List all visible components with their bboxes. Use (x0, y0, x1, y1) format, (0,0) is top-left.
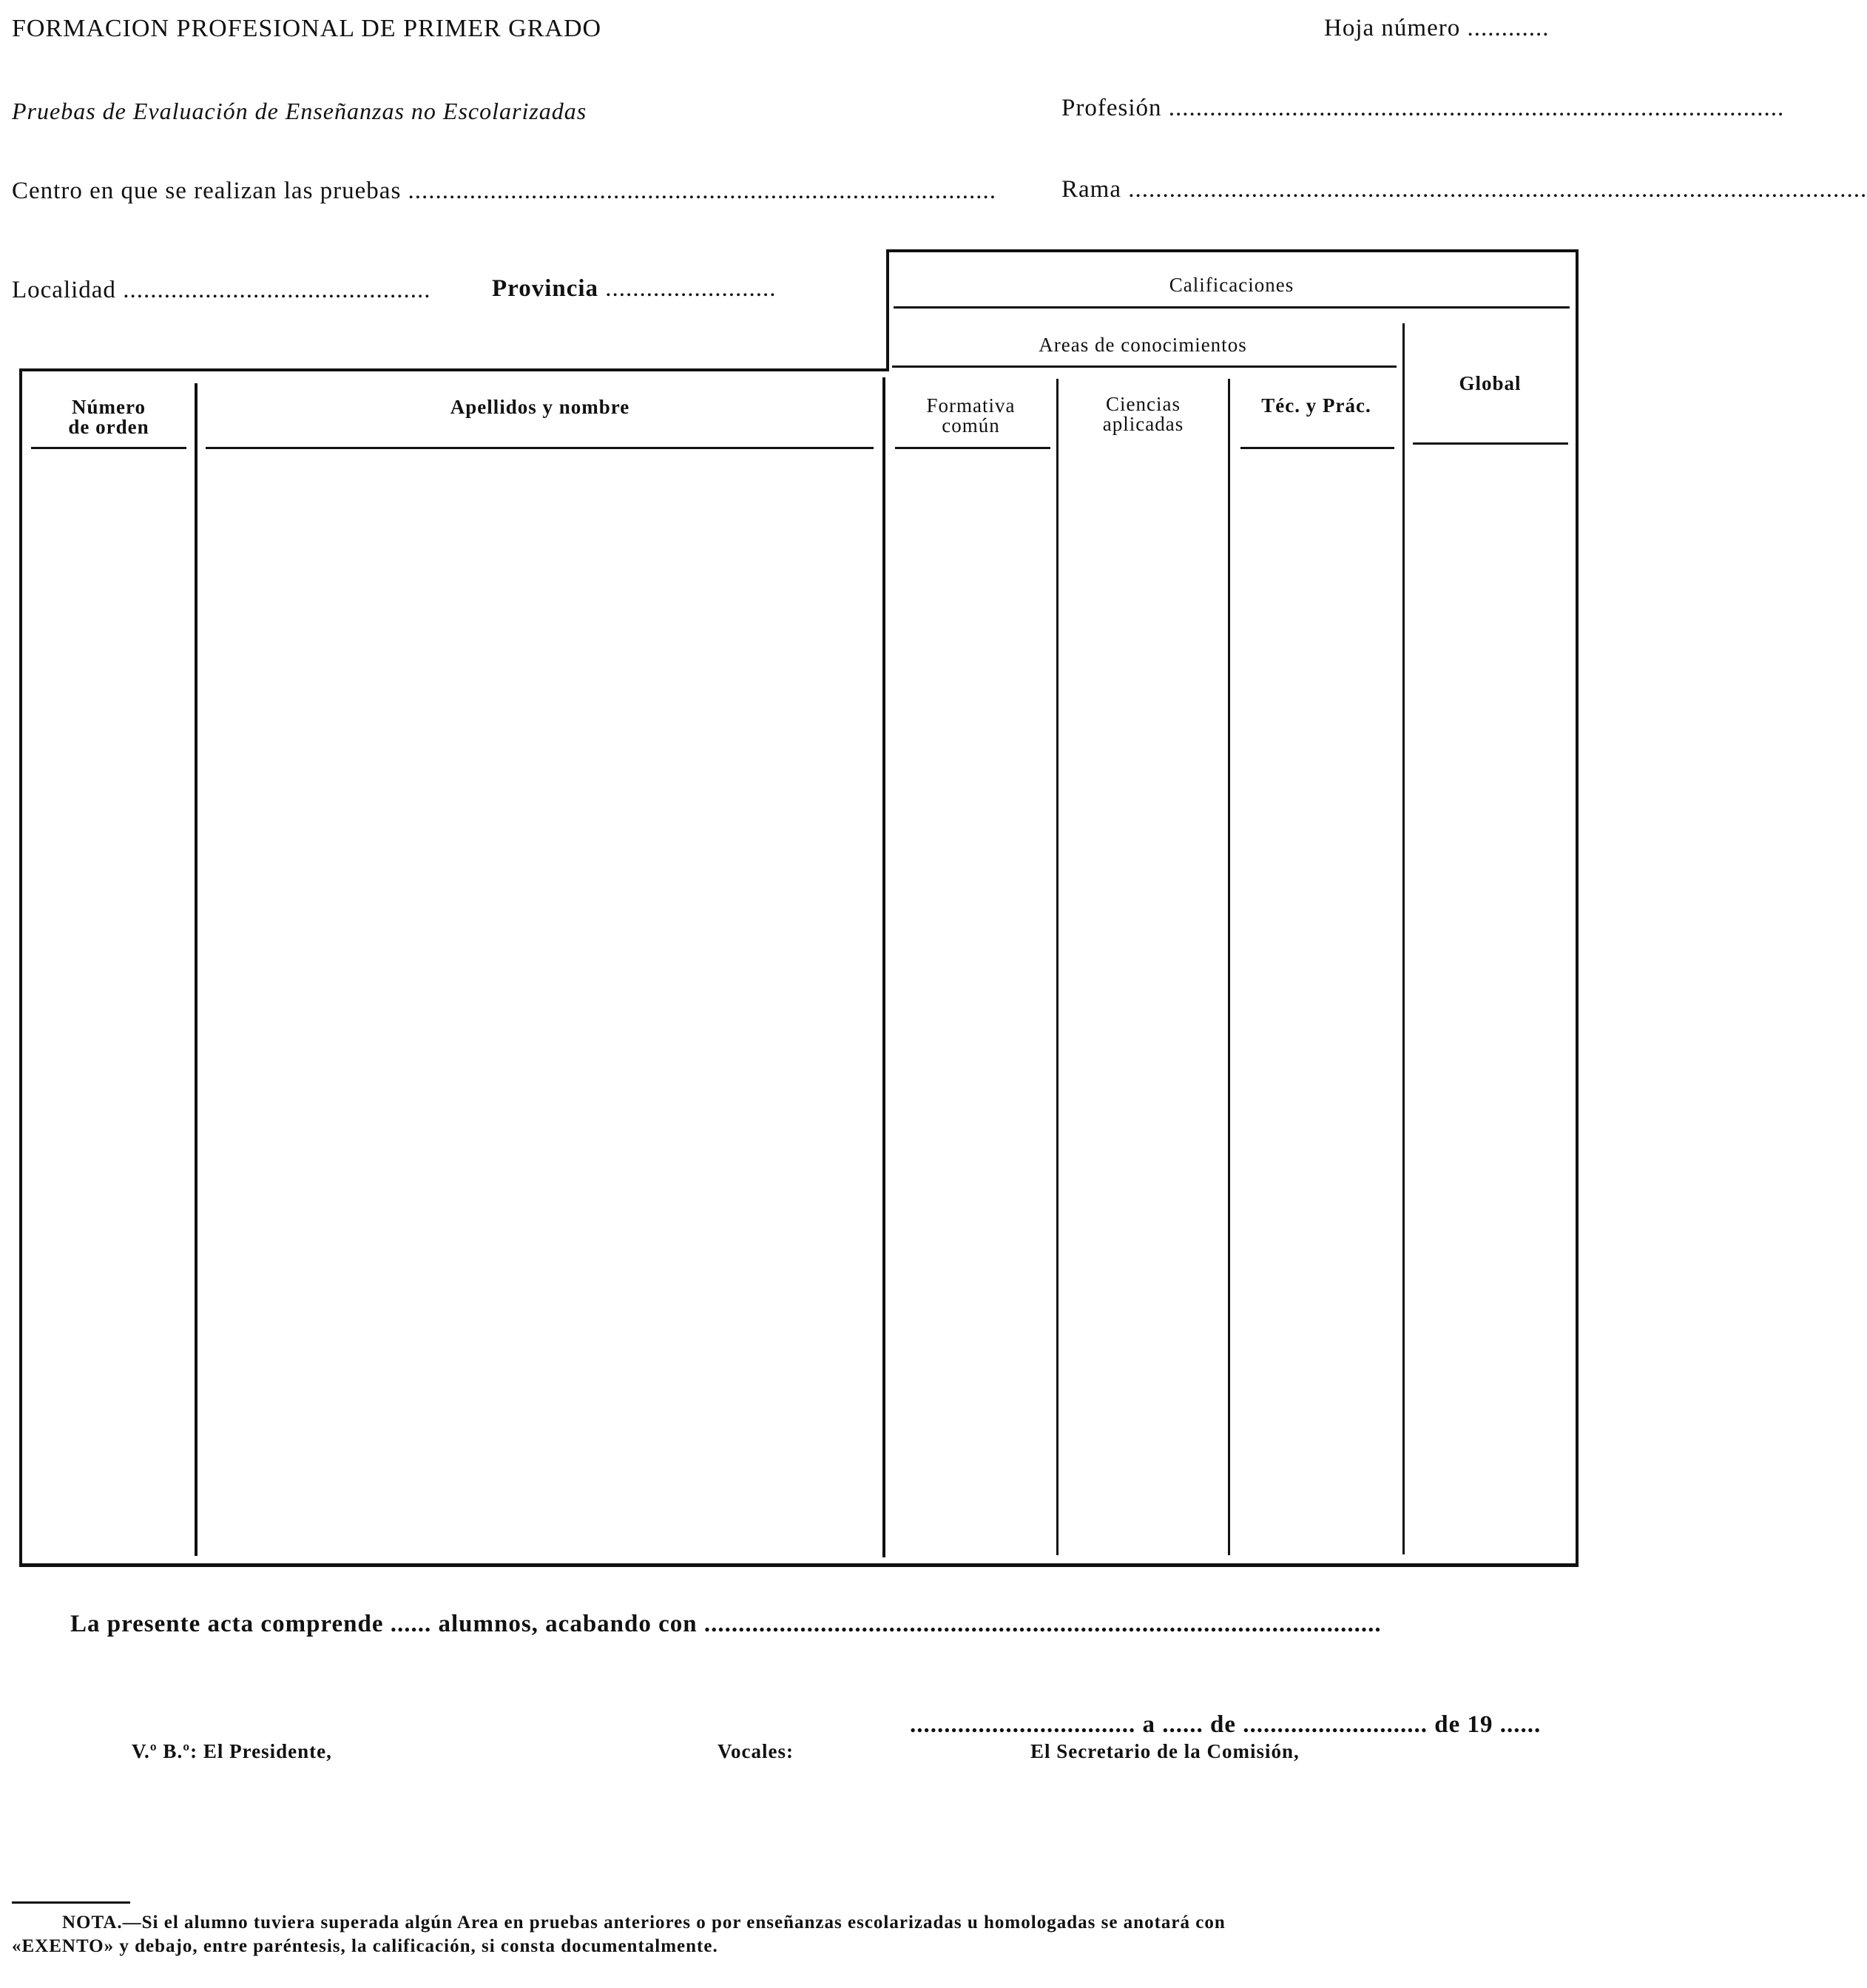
profession (1061, 95, 1785, 122)
summary-count-field[interactable]: ...... (390, 1611, 432, 1637)
summary-text-1: La presente acta comprende (70, 1611, 384, 1637)
note-rule (12, 1901, 130, 1904)
divider-name-formativa (882, 377, 885, 1557)
ciencias-header-line1: Ciencias (1106, 393, 1181, 415)
date-place-field[interactable]: ................................. (910, 1711, 1136, 1738)
summary-last-student-field[interactable]: ................................................................................................... (703, 1611, 1382, 1637)
province-field[interactable]: ......................... (605, 275, 777, 302)
global-header: Global (1459, 372, 1522, 394)
number-header-underline (31, 447, 186, 449)
branch-label: Rama (1061, 176, 1121, 203)
divider-ciencias-tec (1228, 379, 1230, 1555)
name-header-underline (206, 447, 874, 449)
date-month-field[interactable]: ........................... (1243, 1711, 1428, 1738)
branch-field[interactable]: ............................................................................................................ (1128, 176, 1867, 203)
locality-field[interactable]: ............................................. (123, 277, 431, 303)
number-header-line2: de orden (68, 416, 149, 438)
date-de19: de 19 (1434, 1711, 1493, 1738)
table-left-rule (19, 368, 22, 1567)
table-right-rule (1576, 249, 1579, 1565)
sheet-number-field[interactable]: ............ (1467, 15, 1550, 41)
divider-number-name (195, 383, 197, 1556)
locality-label: Localidad (12, 277, 116, 303)
center-label: Centro en que se realizan las pruebas (12, 178, 402, 204)
formativa-header-underline (895, 447, 1050, 449)
province-label: Provincia (492, 275, 599, 302)
table-top-rule-left (19, 368, 889, 371)
form-subtitle: Pruebas de Evaluación de Enseñanzas no Escolarizadas (12, 98, 587, 124)
global-divider (1402, 323, 1405, 1554)
sheet-number-label: Hoja número (1324, 15, 1461, 41)
calificaciones-header: Calificaciones (1169, 274, 1294, 296)
areas-underline (892, 365, 1397, 368)
profession-label: Profesión (1061, 95, 1162, 121)
date-de: de (1210, 1711, 1236, 1738)
summary-line (70, 1611, 1382, 1638)
president-signature: V.º B.º: El Presidente, (132, 1740, 332, 1762)
province (492, 275, 803, 303)
ciencias-header-line2: aplicadas (1102, 413, 1184, 435)
table-top-rule-right (886, 249, 1577, 252)
locality (12, 277, 485, 304)
formativa-header-line1: Formativa (926, 394, 1016, 417)
formativa-header (885, 396, 1056, 436)
divider-formativa-ciencias (1056, 379, 1059, 1555)
profession-field[interactable]: .......................................................................................... (1168, 95, 1785, 121)
center-field[interactable]: ...................................................................................... (408, 178, 997, 204)
areas-header: Areas de conocimientos (1039, 334, 1247, 356)
branch (1061, 176, 1867, 203)
form-title: FORMACION PROFESIONAL DE PRIMER GRADO (12, 15, 602, 42)
footnote-line2: «EXENTO» y debajo, entre paréntesis, la calificación, si consta documentalmente. (12, 1936, 718, 1956)
number-header-line1: Número (72, 396, 146, 418)
date-year-field[interactable]: ...... (1499, 1711, 1542, 1738)
summary-text-2: alumnos, acabando con (438, 1611, 698, 1637)
tec-header: Téc. y Prác. (1261, 394, 1371, 417)
center (12, 178, 1047, 205)
global-header-underline (1413, 442, 1568, 445)
secretary-signature: El Secretario de la Comisión, (1030, 1740, 1300, 1762)
date-day-field[interactable]: ...... (1162, 1711, 1203, 1738)
table-bottom-rule (19, 1563, 1579, 1567)
sheet-number (1324, 15, 1549, 42)
vocales-signature: Vocales: (718, 1740, 794, 1762)
tec-header-underline (1240, 447, 1394, 449)
date-line (910, 1711, 1590, 1739)
ciencias-header (1059, 394, 1228, 434)
name-header: Apellidos y nombre (450, 396, 630, 418)
footnote-line1: NOTA.—Si el alumno tuviera superada algún Area en pruebas anteriores o por enseñanzas escolarizadas u homologadas se anotará con (62, 1913, 1226, 1933)
formativa-header-line2: común (942, 414, 1000, 437)
calificaciones-underline (894, 306, 1570, 309)
number-header (22, 397, 195, 437)
footnote (12, 1913, 1595, 1957)
date-a: a (1142, 1711, 1155, 1738)
